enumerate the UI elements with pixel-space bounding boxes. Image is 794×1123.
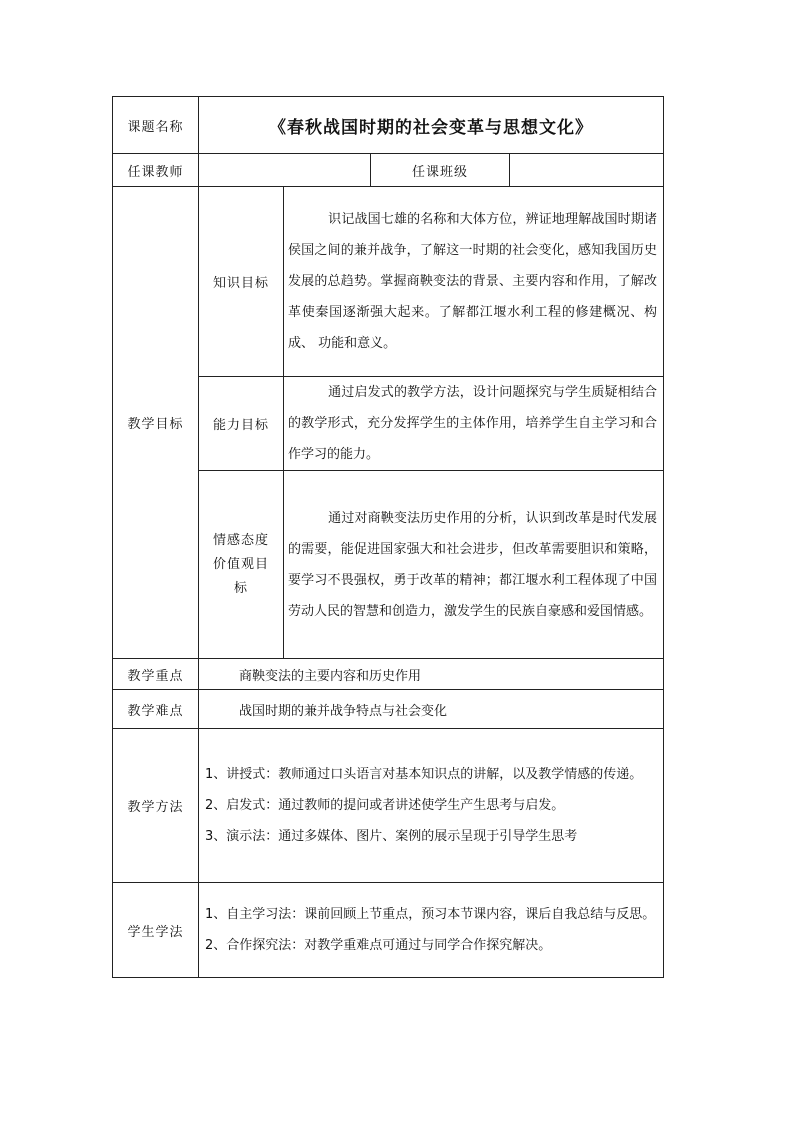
list-item: 1、讲授式：教师通过口头语言对基本知识点的讲解，以及教学情感的传递。: [205, 767, 643, 782]
key-points-label: 教学重点: [113, 659, 199, 690]
list-item: 2、合作探究法：对教学重难点可通过与同学合作探究解决。: [205, 938, 552, 953]
row-teaching-methods: [113, 729, 664, 883]
teacher-label: 任课教师: [113, 154, 199, 187]
list-item: 3、演示法：通过多媒体、图片、案例的展示呈现于引导学生思考: [205, 829, 578, 844]
class-value: [510, 154, 664, 187]
teaching-methods-label: 教学方法: [113, 729, 199, 883]
teaching-goals-label: 教学目标: [113, 187, 199, 659]
difficult-points-label: 教学难点: [113, 690, 199, 729]
row-learning-methods: [113, 883, 664, 978]
knowledge-goal-label: 知识目标: [199, 187, 284, 377]
course-name-label: 课题名称: [113, 97, 199, 154]
row-course-name: [113, 97, 664, 154]
class-label: 任课班级: [371, 154, 510, 187]
list-item: 2、启发式：通过教师的提问或者讲述使学生产生思考与启发。: [205, 798, 565, 813]
course-title: 《春秋战国时期的社会变革与思想文化》: [199, 97, 664, 154]
ability-goal-text: 通过启发式的教学方法，设计问题探究与学生质疑相结合的教学形式，充分发挥学生的主体作用，培养学生自主学习和合作学习的能力。: [284, 377, 664, 471]
teaching-methods-list: [199, 729, 664, 883]
difficult-points-text: 战国时期的兼并战争特点与社会变化: [199, 690, 664, 729]
row-difficult-points: [113, 690, 664, 729]
emotion-goal-label: 情感态度价值观目标: [199, 471, 284, 659]
lesson-plan-table: [112, 96, 664, 978]
list-item: 1、自主学习法：课前回顾上节重点，预习本节课内容，课后自我总结与反思。: [205, 907, 656, 922]
emotion-goal-text: 通过对商鞅变法历史作用的分析，认识到改革是时代发展的需要，能促进国家强大和社会进步，但改革需要胆识和策略，要学习不畏强权，勇于改革的精神；都江堰水利工程体现了中国劳动人民的智慧和创造力，激发学生的民族自豪感和爱国情感。: [284, 471, 664, 659]
row-key-points: [113, 659, 664, 690]
row-teacher: [113, 154, 664, 187]
key-points-text: 商鞅变法的主要内容和历史作用: [199, 659, 664, 690]
learning-methods-label: 学生学法: [113, 883, 199, 978]
ability-goal-label: 能力目标: [199, 377, 284, 471]
knowledge-goal-text: 识记战国七雄的名称和大体方位，辨证地理解战国时期诸侯国之间的兼并战争，了解这一时期的社会变化，感知我国历史发展的总趋势。掌握商鞅变法的背景、主要内容和作用，了解改革使秦国逐渐强大起来。了解都江堰水利工程的修建概况、构成、 功能和意义。: [284, 187, 664, 377]
teacher-value: [199, 154, 371, 187]
row-knowledge-goal: [113, 187, 664, 377]
learning-methods-list: [199, 883, 664, 978]
